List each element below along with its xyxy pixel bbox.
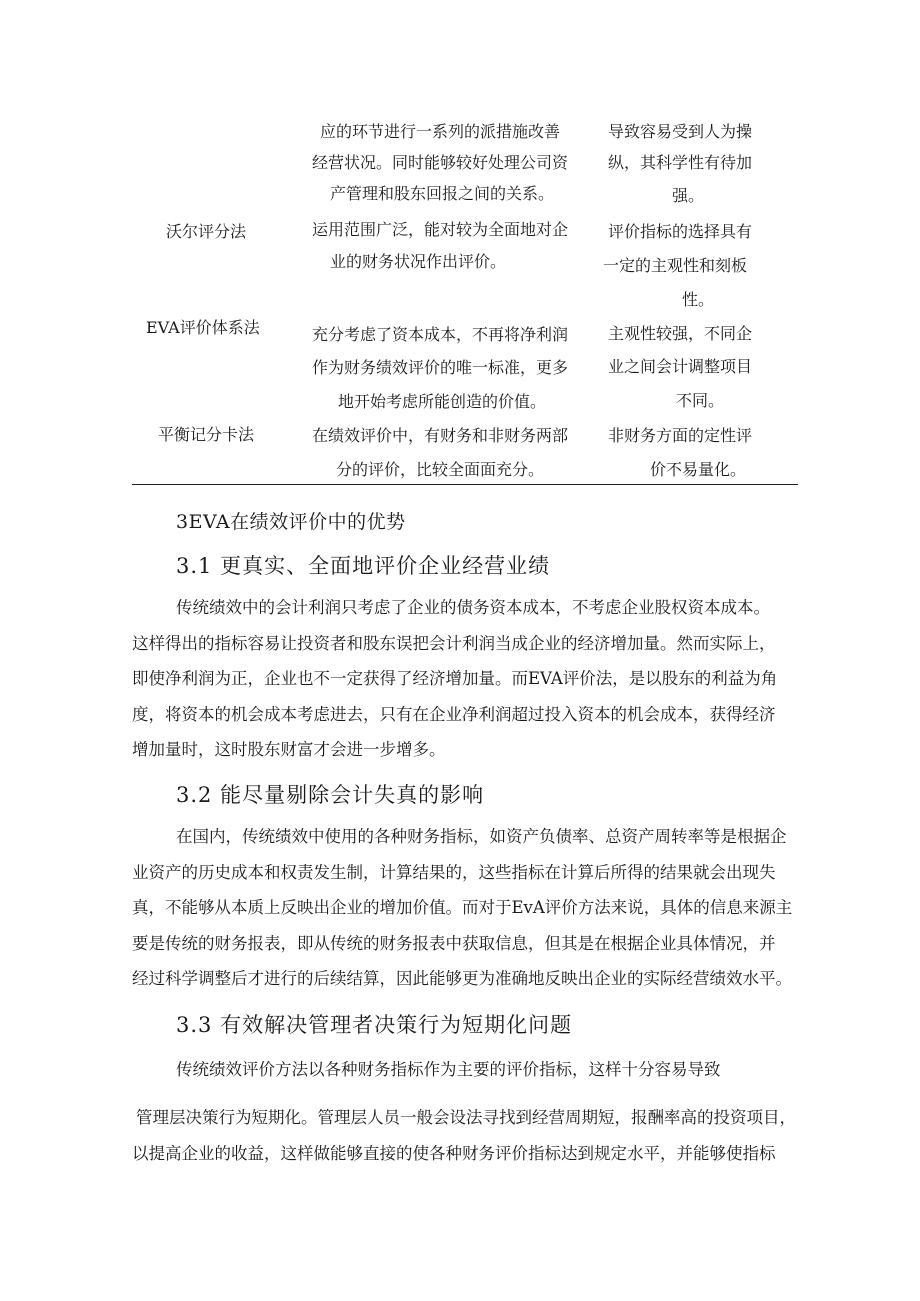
section-3-2-body [132, 819, 800, 997]
s32-line-4: 要是传统的财务报表，即从传统的财务报表中获取信息，但其是在根据企业具体情况，并 [132, 933, 776, 953]
row2-disadvantage-line3: 性。 [682, 290, 715, 309]
row3-disadvantage-line3: 不同。 [676, 391, 725, 410]
s31-line-1: 传统绩效中的会计利润只考虑了企业的债务资本成本，不考虑企业股权资本成本。 [176, 598, 770, 617]
row4-method: 平衡记分卡法 [158, 425, 255, 444]
s33-first-line: 传统绩效评价方法以各种财务指标作为主要的评价指标，这样十分容易导致 [176, 1060, 721, 1079]
row3-disadvantage-line2: 业之间会计调整项目 [608, 357, 753, 376]
s31-line-2: 这样得出的指标容易让投资者和股东误把会计利润当成企业的经济增加量。然而实际上， [132, 633, 776, 653]
section-3-1-title: 3.1 更真实、全面地评价企业经营业绩 [176, 554, 551, 578]
row2-advantage-line2: 业的财务状况作出评价。 [330, 252, 507, 271]
row1-advantage-line1: 应的环节进行一系列的派措施改善 [320, 122, 561, 141]
s32-line-5: 经过科学调整后才进行的后续结算，因此能够更为准确地反映出企业的实际经营绩效水平。 [132, 969, 792, 988]
row3-advantage-line3: 地开始考虑所能创造的价值。 [338, 392, 547, 411]
row2-method: 沃尔评分法 [166, 222, 247, 241]
s32-line-2: 业资产的历史成本和权责发生制，计算结果的，这些指标在计算后所得的结果就会出现失 [132, 862, 776, 882]
row4-disadvantage-line1: 非财务方面的定性评 [608, 426, 753, 445]
row3-disadvantage-line1: 主观性较强，不同企 [608, 324, 753, 343]
row4-advantage-line1: 在绩效评价中，有财务和非财务两部 [312, 426, 569, 445]
row4-disadvantage-line2: 价不易量化。 [650, 460, 747, 479]
row3-advantage-line1: 充分考虑了资本成本，不再将净利润 [312, 325, 569, 344]
s31-line-3: 即使净利润为正，企业也不一定获得了经济增加量。而EVA评价法，是以股东的利益为角 [132, 669, 778, 688]
s33-line-2: 以提高企业的收益，这样做能够直接的使各种财务评价指标达到规定水平，并能够使指标 [132, 1143, 776, 1163]
section-3-title: 3EVA在绩效评价中的优势 [176, 511, 406, 533]
s31-line-5: 增加量时，这时股东财富才会进一步增多。 [132, 740, 446, 759]
s33-line-1: 管理层决策行为短期化。管理层人员一般会设法寻找到经营周期短，报酬率高的投资项目， [136, 1108, 796, 1127]
section-3-1-body [132, 590, 800, 768]
row3-advantage-line2: 作为财务绩效评价的唯一标准，更多 [312, 358, 569, 377]
row1-advantage-line2: 经营状况。同时能够较好处理公司资 [312, 153, 569, 172]
s32-line-1: 在国内，传统绩效中使用的各种财务指标，如资产负债率、总资产周转率等是根据企 [176, 827, 787, 846]
section-3-2-title: 3.2 能尽量剔除会计失真的影响 [176, 783, 485, 807]
section-3-3-title: 3.3 有效解决管理者决策行为短期化问题 [176, 1013, 573, 1037]
row2-disadvantage-line1: 评价指标的选择具有 [608, 222, 753, 241]
row4-advantage-line2: 分的评价，比较全面面充分。 [336, 460, 545, 479]
s31-line-4: 度，将资本的机会成本考虑进去，只有在企业净利润超过投入资本的机会成本，获得经济 [132, 704, 776, 724]
row3-method: EVA评价体系法 [146, 318, 260, 337]
row2-advantage-line1: 运用范围广泛，能对较为全面地对企 [312, 220, 569, 239]
row2-disadvantage-line2: 一定的主观性和刻板 [603, 256, 748, 275]
s32-line-3: 真，不能够从本质上反映出企业的增加价值。而对于EvA评价方法来说，具体的信息来源主 [132, 898, 793, 917]
table-bottom-rule [132, 484, 798, 485]
section-3-3-body [132, 1100, 804, 1171]
row1-disadvantage-line3: 强。 [672, 186, 705, 205]
row1-advantage-line3: 产管理和股东回报之间的关系。 [330, 184, 555, 203]
row1-disadvantage-line2: 纵，其科学性有待加 [608, 153, 753, 172]
row1-disadvantage-line1: 导致容易受到人为操 [608, 122, 753, 141]
